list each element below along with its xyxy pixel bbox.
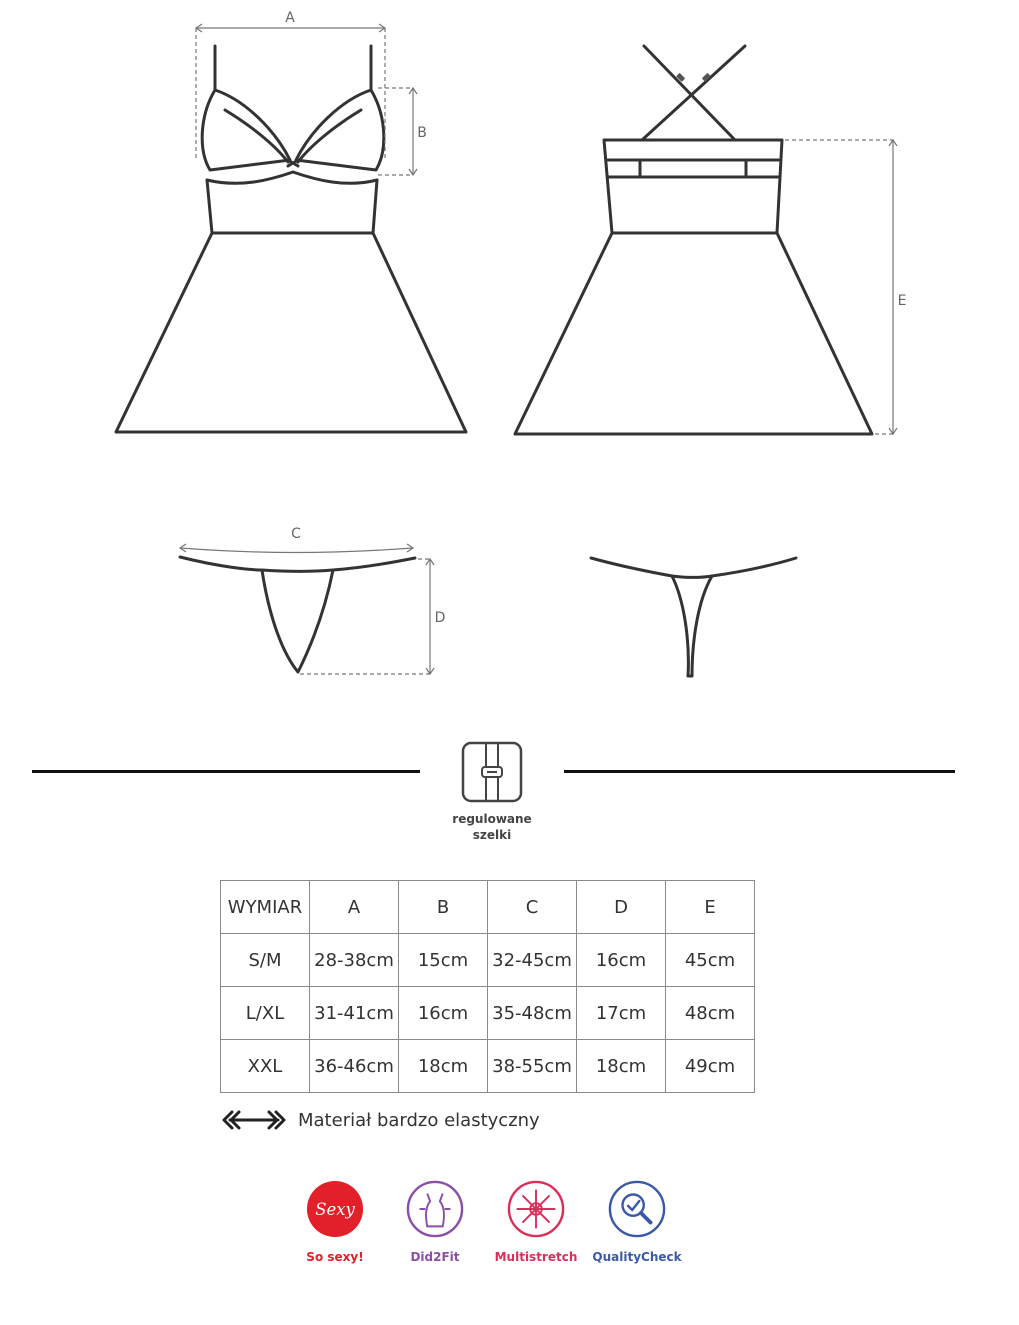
header-cell: A [310,881,399,934]
table-cell: 18cm [399,1040,488,1093]
table-cell: 15cm [399,934,488,987]
table-cell: 16cm [577,934,666,987]
table-cell: S/M [221,934,310,987]
badge-caption: Multistretch [494,1250,578,1264]
babydoll-back-drawing [515,46,872,434]
table-cell: 17cm [577,987,666,1040]
thong-back-drawing [591,558,796,676]
table-cell: 31-41cm [310,987,399,1040]
badge-caption: So sexy! [306,1250,364,1264]
table-row [221,1040,755,1093]
header-cell: E [666,881,755,934]
sexy-icon [306,1180,364,1238]
table-row [221,987,755,1040]
thong-front-drawing [180,557,415,672]
strap-adjusters [676,73,711,82]
table-cell: XXL [221,1040,310,1093]
adjustable-strap-icon [461,741,523,803]
header-cell: D [577,881,666,934]
table-cell: 28-38cm [310,934,399,987]
badge-caption: Did2Fit [410,1250,460,1264]
dimension-a-label: A [285,10,295,26]
divider-left [32,770,420,773]
magnifier-check-icon [608,1180,666,1238]
multistretch-icon [507,1180,565,1238]
header-cell: WYMIAR [221,881,310,934]
stretch-arrows-icon [220,1108,288,1132]
table-cell: 48cm [666,987,755,1040]
size-table [220,880,755,1093]
header-cell: B [399,881,488,934]
table-row [221,934,755,987]
dimension-c-label: C [291,526,301,542]
table-cell: 18cm [577,1040,666,1093]
dimension-c-marker [180,544,413,553]
table-cell: 16cm [399,987,488,1040]
table-cell: 49cm [666,1040,755,1093]
dress-fit-icon [406,1180,464,1238]
dimension-d-label: D [434,610,446,626]
table-cell: 35-48cm [488,987,577,1040]
table-cell: 38-55cm [488,1040,577,1093]
size-table-header-row [221,881,755,934]
header-cell: C [488,881,577,934]
table-cell: L/XL [221,987,310,1040]
badge-caption: QualityCheck [592,1250,682,1264]
sexy-mark: Sexy [315,1199,355,1219]
divider-right [564,770,955,773]
dimension-e-label: E [897,293,907,309]
adjustable-straps-line2: szelki [472,828,512,842]
table-cell: 32-45cm [488,934,577,987]
dimension-b-label: B [417,125,427,141]
adjustable-straps-line1: regulowane [452,812,532,826]
adjustable-straps-caption [432,811,552,843]
material-note-text: Materiał bardzo elastyczny [298,1109,540,1131]
table-cell: 36-46cm [310,1040,399,1093]
material-note [220,1108,540,1132]
dimension-a-marker [196,24,385,160]
table-cell: 45cm [666,934,755,987]
badge-qualitycheck [577,1180,697,1264]
